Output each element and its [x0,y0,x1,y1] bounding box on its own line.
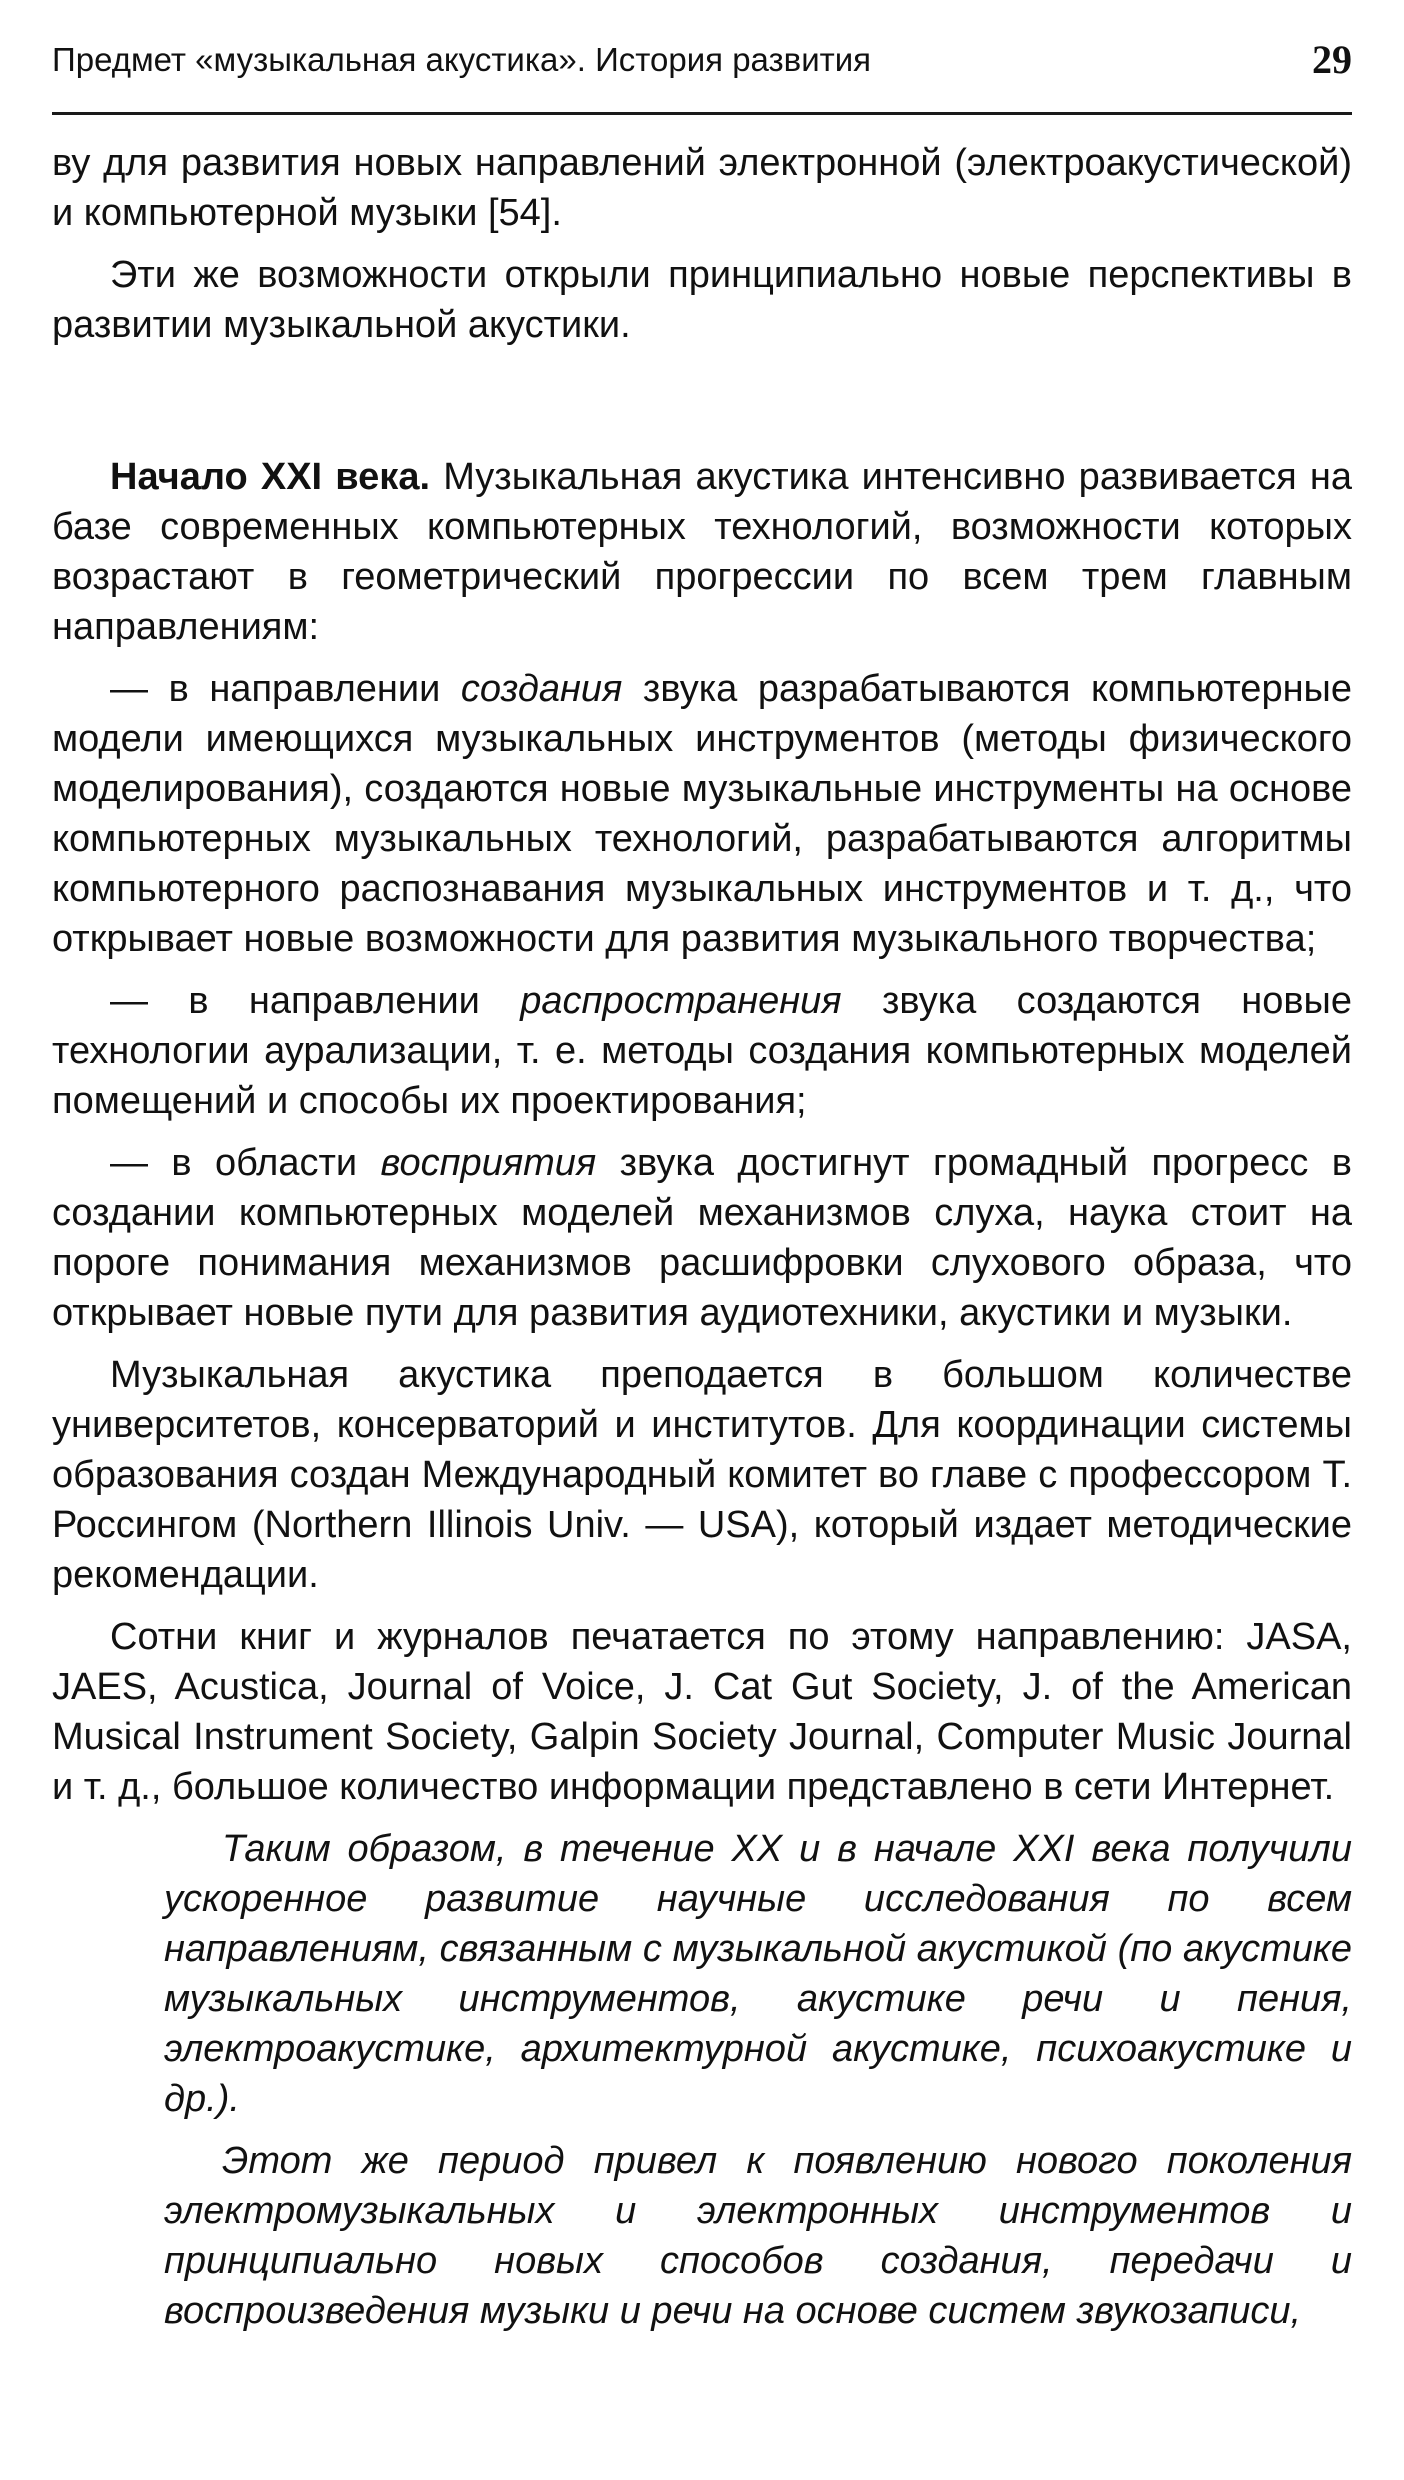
summary-paragraph: Этот же период привел к появлению нового поколения электромузыкальных и электронных инструментов и принципиально новых способов создания, передачи и воспроизведения музыки и речи на основе систем звукозаписи, [164,2140,1352,2332]
paragraph: Эти же возможности открыли принципиально новые перспективы в развитии музыкальной акустики. [52,254,1352,346]
paragraph-text: Музыкальная акустика интенсивно развивается на базе современных компьютерных технологий, возможности которых возрастают в геометрический прогрессии по всем трем главным направлениям: [52,456,1352,648]
list-item-text: звука разрабатываются компьютерные модели имеющихся музыкальных инструментов (методы физического моделирования), создаются новые музыкальные инструменты на основе компьютерных музыкальных технологий, разрабатываются алгоритмы компьютерного распознавания музыкальных инструментов и т. д., что открывает новые возможности для развития музыкального творчества; [52,668,1353,960]
summary-block [164,1824,1352,2336]
list-item-prefix: — в направлении [110,980,521,1022]
list-item-creation [52,664,1352,964]
list-item-propagation [52,976,1352,1126]
page-number: 29 [1312,37,1352,82]
paragraph-continuation: ву для развития новых направлений электронной (электроакустической) и компьютерной музыки [54]. [52,142,1352,234]
list-item-text: звука достигнут громадный прогресс в создании компьютерных моделей механизмов слуха, наука стоит на пороге понимания механизмов расшифровки слухового образа, что открывает новые пути для развития аудиотехники, акустики и музыки. [52,1142,1352,1334]
paragraph-section-start [52,452,1352,652]
emphasis-term: распространения [520,980,842,1022]
page-header [52,37,1352,115]
body-text [52,138,1352,2348]
emphasis-term: создания [460,668,623,710]
section-gap [52,362,1352,452]
running-title: Предмет «музыкальная акустика». История развития [52,41,872,78]
emphasis-term: восприятия [380,1142,597,1184]
list-item-text: звука создаются новые технологии аурализации, т. е. методы создания компьютерных моделей помещений и способы их проектирования; [52,980,1352,1122]
paragraph: Музыкальная акустика преподается в большом количестве университетов, консерваторий и институтов. Для координации системы образования создан Международный комитет во главе с профессором Т. Россингом (Northern Illinois Univ. — USA), который издает методические рекомендации. [52,1354,1352,1596]
list-item-prefix: — в направлении [110,668,461,710]
paragraph: Сотни книг и журналов печатается по этому направлению: JASA, JAES, Acustica, Journal of Voice, J. Cat Gut Society, J. of the American Musical Instrument Society, Galpin Society Journal, Computer Music Journal и т. д., большое количество информации представлено в сети Интернет. [52,1616,1352,1808]
section-lead: Начало XXI века. [110,456,431,498]
list-item-perception [52,1138,1352,1338]
list-item-prefix: — в области [110,1142,381,1184]
summary-paragraph: Таким образом, в течение XX и в начале XXI века получили ускоренное развитие научные исследования по всем направлениям, связанным с музыкальной акустикой (по акустике музыкальных инструментов, акустике речи и пения, электроакустике, архитектурной акустике, психоакустике и др.). [164,1828,1352,2120]
